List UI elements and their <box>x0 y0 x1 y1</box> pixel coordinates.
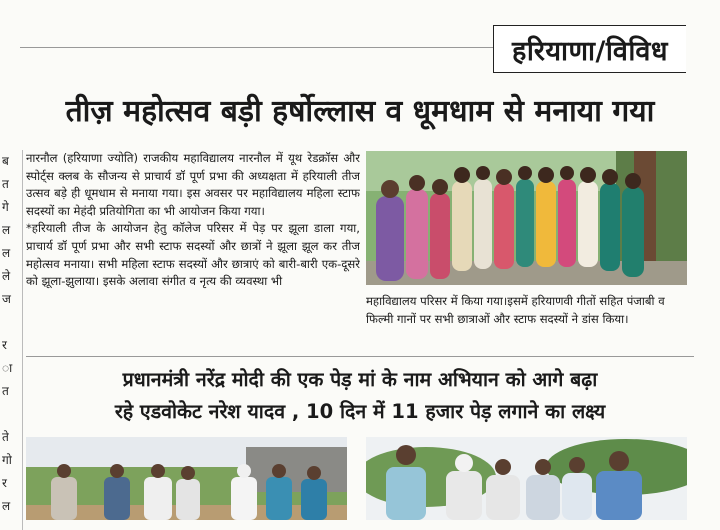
left-column-fragment: ज <box>2 292 11 306</box>
article-body <box>26 150 360 350</box>
left-column-fragment: ल <box>2 223 11 237</box>
left-column-fragment: र <box>2 476 7 490</box>
teej-group-photo <box>366 151 687 285</box>
left-column-fragment: र <box>2 338 7 352</box>
left-column-fragment: ा <box>2 361 13 375</box>
left-column-fragment: गो <box>2 453 12 467</box>
left-column-fragment: ते <box>2 430 9 444</box>
left-column-fragment: ब <box>2 154 9 168</box>
left-column-fragments <box>0 150 23 530</box>
main-headline: तीज़ महोत्सव बड़ी हर्षोल्लास व धूमधाम से मनाया गया <box>65 94 655 129</box>
left-column-fragment: ले <box>2 269 11 283</box>
second-headline-line-1: प्रधानमंत्री नरेंद्र मोदी की एक पेड़ मां के नाम अभियान को आगे बढ़ा <box>122 368 598 391</box>
tree-plantation-photo-left <box>26 437 347 520</box>
left-column-fragment: त <box>2 177 9 191</box>
tree-plantation-photo-right <box>366 437 687 520</box>
photo-caption: महाविद्यालय परिसर में किया गया।इसमें हरियाणवी गीतों सहित पंजाबी व फिल्मी गानों पर सभी छात्राओं और स्टाफ सदस्यों ने डांस किया। <box>366 294 665 326</box>
section-label: हरियाणा/विविध <box>493 25 686 73</box>
left-column-fragment <box>0 311 22 334</box>
left-column-fragment: ल <box>2 246 11 260</box>
left-column-fragment: गे <box>2 200 9 214</box>
article-paragraph-1: नारनौल (हरियाणा ज्योति) राजकीय महाविद्यालय नारनौल में यूथ रेडक्रॉस और स्पोर्ट्स क्लब के सौजन्य से प्राचार्य डॉ पूर्ण प्रभा की अध्यक्षता में हरियाली तीज उत्सव बड़े ही धूमधाम से मनाया गया। इस अवसर पर महाविद्यालय महिला स्टाफ सदस्यों का मेहंदी प्रतियोगिता का भी आयोजन किया गया। <box>26 151 360 218</box>
top-rule <box>20 47 493 48</box>
section-divider <box>26 356 694 357</box>
second-headline-line-2: रहे एडवोकेट नरेश यादव , 10 दिन में 11 हजार पेड़ लगाने का लक्ष्य <box>114 400 606 423</box>
left-column-fragment: त <box>2 384 9 398</box>
second-headline <box>0 364 720 428</box>
left-column-fragment: ल <box>2 499 11 513</box>
article-paragraph-2: *हरियाली तीज के आयोजन हेतु कॉलेज परिसर में पेड़ पर झूला डाला गया, प्राचार्य डॉ पूर्ण प्रभा और सभी स्टाफ सदस्यों और छात्रों ने झूला झूल कर तीज महोत्सव मनाया। सभी महिला स्टाफ सदस्यों और छात्राएं को बारी-बारी एक-दूसरे को झूला-झुलाया। इसके अलावा संगीत व नृत्य की व्यवस्था भी <box>26 221 360 289</box>
